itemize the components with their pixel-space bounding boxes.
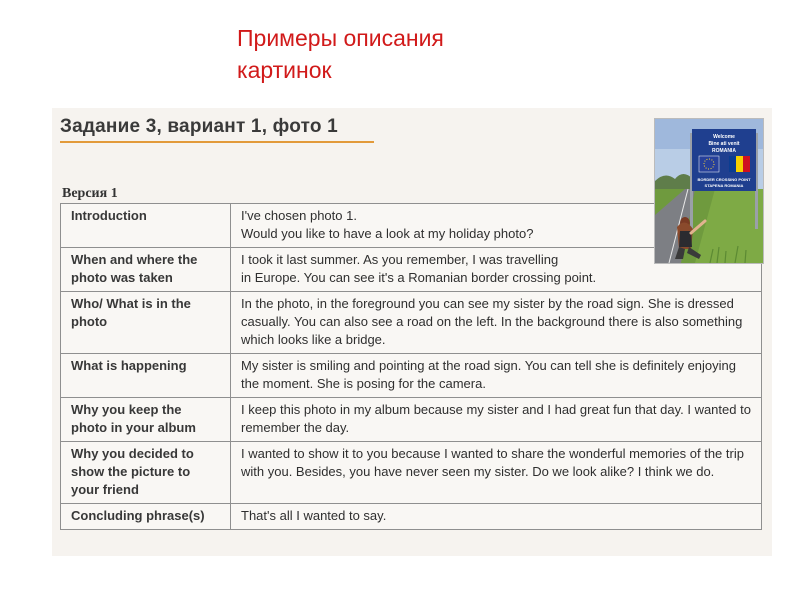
row-text: In the photo, in the foreground you can see my sister by the road sign. She is dressed casually. You can also see a road on the left. In the background there is also something which looks like a bridge. [231, 292, 762, 354]
table-row [61, 292, 762, 354]
task-heading-underline [60, 141, 374, 143]
border-photo [654, 118, 764, 264]
row-text: I wanted to show it to you because I wanted to share the wonderful memories of the trip with you. Besides, you have never seen my sister. Do we look alike? I think we do. [231, 442, 762, 504]
row-label: What is happening [61, 354, 231, 398]
sign-text: Bine ati venit [708, 141, 740, 147]
row-label: Why you keep the photo in your album [61, 398, 231, 442]
row-label: Concluding phrase(s) [61, 504, 231, 530]
row-label: When and where the photo was taken [61, 248, 231, 292]
row-label: Why you decided to show the picture to your friend [61, 442, 231, 504]
row-text-line: I took it last summer. As you remember, I was travelling [241, 252, 559, 267]
sign-text: Welcome [713, 134, 735, 140]
slide-title-line-1: Примеры описания [237, 25, 444, 51]
table-row [61, 504, 762, 530]
slide-title-line-2: картинок [237, 57, 332, 83]
row-text: My sister is smiling and pointing at the road sign. You can tell she is definitely enjoying the moment. She is posing for the camera. [231, 354, 762, 398]
sign-text: BORDER CROSSING POINT [697, 177, 751, 182]
row-label: Introduction [61, 204, 231, 248]
sign-text: STAPENA ROMANIA [704, 183, 744, 188]
table-row [61, 398, 762, 442]
task-heading: Задание 3, вариант 1, фото 1 [60, 116, 338, 137]
row-text: That's all I wanted to say. [231, 504, 762, 530]
version-label: Версия 1 [62, 186, 118, 201]
row-text-line: Would you like to have a look at my holiday photo? [241, 226, 534, 241]
slide-title [237, 22, 657, 86]
row-label: Who/ What is in the photo [61, 292, 231, 354]
row-text: I keep this photo in my album because my sister and I had great fun that day. I wanted to remember the day. [231, 398, 762, 442]
table-row [61, 354, 762, 398]
row-text-line: in Europe. You can see it's a Romanian border crossing point. [241, 270, 597, 285]
row-text-line: I've chosen photo 1. [241, 208, 357, 223]
sign-text: ROMANIA [712, 148, 736, 154]
table-row [61, 442, 762, 504]
